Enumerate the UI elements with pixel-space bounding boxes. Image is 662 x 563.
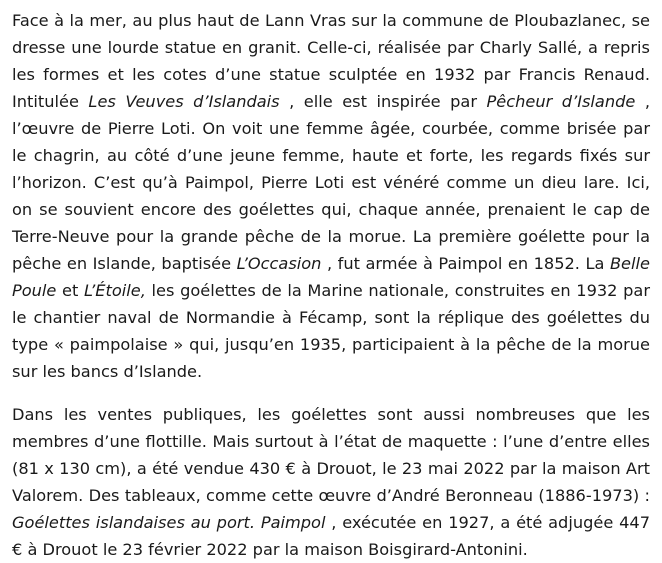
paragraph-text: , l’œuvre de Pierre Loti. On voit une femme âgée, courbée, comme brisée par le chagrin, au côté d’une jeune femme, haute et forte, les regards fixés sur l’horizon. C’est qu’à Paimpol, Pierre Loti est vénéré comme un dieu lare. Ici, on se souvient encore des goélettes qui, chaque année, prenaient le cap de Terre-Neuve pour la grande pêche de la morue. La première goélette pour la pêche en Islande, baptisée [12, 92, 651, 273]
paragraph-text: , fut armée à Paimpol en 1852. La [321, 254, 610, 273]
paragraph-text: , elle est inspirée par [279, 92, 487, 111]
artwork-title: Goélettes islandaises au port. Paimpol [12, 513, 326, 532]
paragraph-text: et [56, 281, 85, 300]
ship-name: L’Occasion [236, 254, 322, 273]
ship-name: L’Étoile, [84, 281, 146, 300]
paragraph-text: Dans les ventes publiques, les goélettes sont aussi nombreuses que les membres d’une flottille. Mais surtout à l’état de maquette : l’une d’entre elles (81 x 130 cm), a été vendue 430 € à Drouot, le 23 mai 2022 par la maison Art Valorem. Des tableaux, comme cette œuvre d’André Beronneau (1886-1973) : [12, 405, 650, 505]
paragraph-text: les goélettes de la Marine nationale, construites en 1932 par le chantier naval de Normandie à Fécamp, sont la réplique des goélettes du type « paimpolaise » qui, jusqu’en 1935, participaient à la pêche de la morue sur les bancs d’Islande. [12, 281, 650, 381]
work-title: Les Veuves d’Islandais [88, 92, 280, 111]
paragraph-text: , exécutée en 1927, a été adjugée 447 € à Drouot le 23 février 2022 par la maison Boisgirard-Antonini. [12, 513, 650, 559]
paragraph-statue-goelettes [12, 7, 650, 385]
paragraph-text: Face à la mer, au plus haut de Lann Vras sur la commune de Ploubazlanec, se dresse une lourde statue en granit. Celle-ci, réalisée par Charly Sallé, a repris les formes et les cotes d’une statue sculptée en 1932 par Francis Renaud. Intitulée [12, 11, 650, 111]
ship-name: Belle Poule [12, 254, 650, 300]
work-title: Pêcheur d’Islande [486, 92, 636, 111]
paragraph-ventes-publiques [12, 401, 650, 563]
